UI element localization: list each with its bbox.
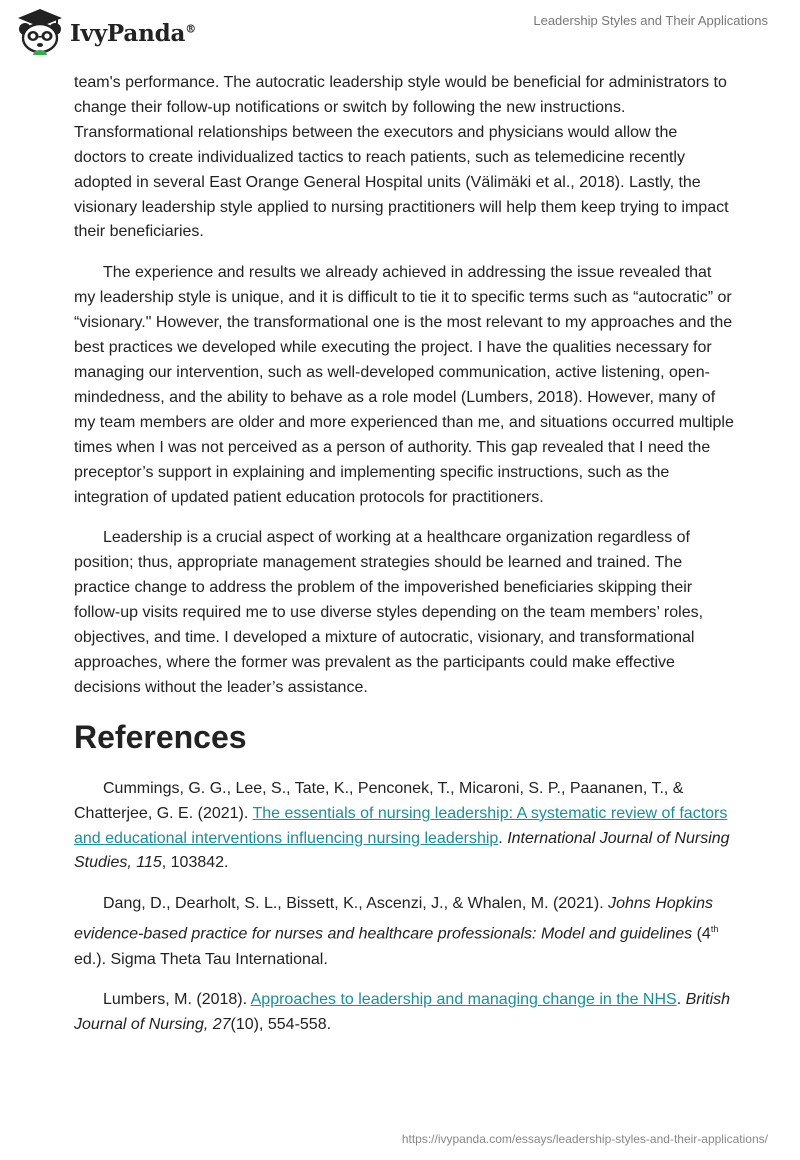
reference-punct: . bbox=[498, 829, 508, 847]
reference-book-title: Johns Hopkins evidence-based practice for nurses and healthcare professionals: Model and guidelines bbox=[74, 895, 714, 943]
reference-lumbers bbox=[74, 988, 734, 1038]
references-heading: References bbox=[74, 718, 247, 755]
reference-edition-post: ed.). Sigma Theta Tau International. bbox=[74, 950, 328, 968]
reference-tail: (10), 554-558. bbox=[230, 1016, 332, 1034]
page-header bbox=[0, 0, 800, 70]
brand-name: IvyPanda bbox=[70, 19, 186, 47]
paragraph-3: Leadership is a crucial aspect of working at a healthcare organization regardless of position; thus, appropriate management strategies should be learned and trained. The practice change to address the problem of the impoverished beneficiaries skipping their follow-up visits required me to use diverse styles depending on the team members’ roles, objectives, and time. I developed a mixture of autocratic, visionary, and transformational approaches, where the former was prevalent as the participants could make effective decisions without the leader’s assistance. bbox=[74, 529, 704, 696]
reference-tail: , 103842. bbox=[161, 854, 229, 872]
reference-authors: Dang, D., Dearholt, S. L., Bissett, K., Ascenzi, J., & Whalen, M. (2021). bbox=[103, 895, 609, 913]
logo-wordmark bbox=[70, 20, 196, 47]
reference-authors: Cummings, G. G., Lee, S., Tate, K., Penconek, T., Micaroni, S. P., Paananen, T., & Chatterjee, G. E. (2021). bbox=[74, 779, 684, 822]
reference-link[interactable]: The essentials of nursing leadership: A systematic review of factors and educational interventions influencing nursing leadership bbox=[74, 804, 728, 847]
reference-journal: British Journal of Nursing, 27 bbox=[74, 991, 731, 1034]
essay-content bbox=[74, 71, 734, 1054]
footer-url[interactable]: https://ivypanda.com/essays/leadership-styles-and-their-applications/ bbox=[401, 1132, 768, 1146]
ivypanda-logo[interactable] bbox=[14, 7, 196, 55]
reference-dang bbox=[74, 892, 734, 972]
paragraph-2: The experience and results we already achieved in addressing the issue revealed that my leadership style is unique, and it is difficult to tie it to specific terms such as “autocratic” or “visionary." However, the transformational one is the most relevant to my approaches and the best practices we developed while executing the project. I have the qualities necessary for managing our intervention, such as well-developed communication, active listening, open-mindedness, and the ability to behave as a role model (Lumbers, 2018). However, many of my team members are older and more experienced than me, and situations occurred multiple times when I was not perceived as a person of authority. This gap revealed that I need the preceptor’s support in explaining and implementing specific instructions, such as the integration of updated patient education protocols for practitioners. bbox=[74, 264, 734, 506]
document-title: Leadership Styles and Their Applications bbox=[533, 13, 768, 28]
panda-graduate-icon bbox=[14, 7, 66, 55]
reference-edition-pre: (4 bbox=[692, 925, 711, 943]
reference-punct: . bbox=[676, 991, 686, 1009]
reference-cummings bbox=[74, 777, 734, 877]
paragraph-1: team's performance. The autocratic leadership style would be beneficial for administrators to change their follow-up notifications or switch by following the new instructions. Transformational relationships between the executors and physicians would allow the doctors to create individualized tactics to reach patients, such as telemedicine recently adopted in several East Orange General Hospital units (Välimäki et al., 2018). Lastly, the visionary leadership style applied to nursing practitioners will help them keep trying to impact their beneficiaries. bbox=[74, 74, 729, 241]
reference-edition-sup: th bbox=[710, 924, 719, 935]
reference-link[interactable]: Approaches to leadership and managing change in the NHS bbox=[250, 991, 677, 1009]
registered-mark: ® bbox=[185, 21, 196, 35]
reference-authors: Lumbers, M. (2018). bbox=[103, 991, 251, 1009]
reference-journal: International Journal of Nursing Studies, 115 bbox=[74, 829, 730, 872]
